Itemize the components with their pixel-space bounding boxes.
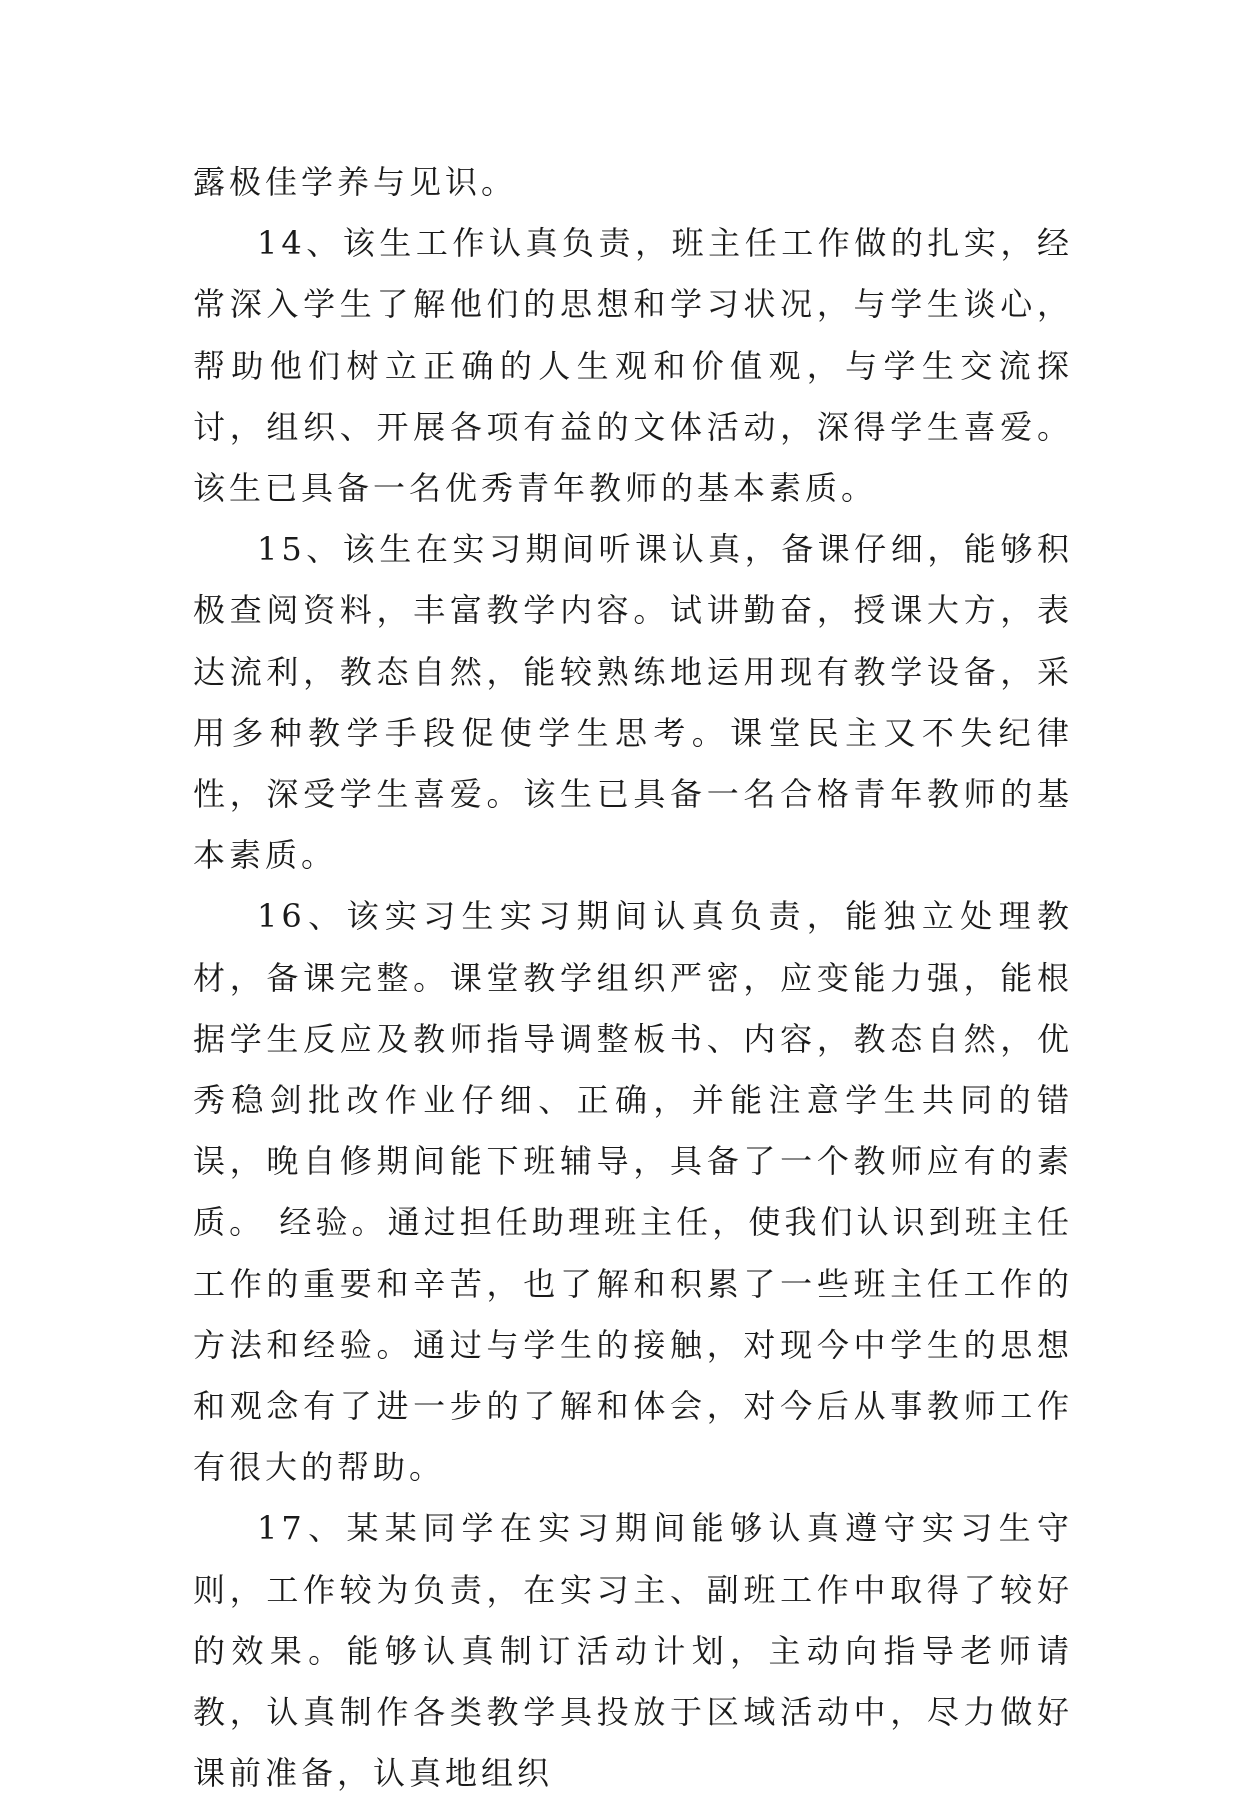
paragraph-17: 17、某某同学在实习期间能够认真遵守实习生守则，工作较为负责，在实习主、副班工作中取得了较好的效果。能够认真制订活动计划，主动向指导老师请教，认真制作各类教学具投放于区域活动中，尽力做好课前准备，认真地组织 xyxy=(193,1509,1073,1793)
paragraph-continuation: 露极佳学养与见识。 xyxy=(193,163,518,201)
document-body xyxy=(193,152,1073,1804)
paragraph-14: 14、该生工作认真负责，班主任工作做的扎实，经常深入学生了解他们的思想和学习状况，与学生谈心，帮助他们树立正确的人生观和价值观，与学生交流探讨，组织、开展各项有益的文体活动，深得学生喜爱。该生已具备一名优秀青年教师的基本素质。 xyxy=(193,224,1073,508)
paragraph-15: 15、该生在实习期间听课认真，备课仔细，能够积极查阅资料，丰富教学内容。试讲勤奋，授课大方，表达流利，教态自然，能较熟练地运用现有教学设备，采用多种教学手段促使学生思考。课堂民主又不失纪律性，深受学生喜爱。该生已具备一名合格青年教师的基本素质。 xyxy=(193,530,1073,875)
paragraph-16: 16、该实习生实习期间认真负责，能独立处理教材，备课完整。课堂教学组织严密，应变能力强，能根据学生反应及教师指导调整板书、内容，教态自然，优秀稳剑批改作业仔细、正确，并能注意学生共同的错误，晚自修期间能下班辅导，具备了一个教师应有的素质。 经验。通过担任助理班主任，使我们认识到班主任工作的重要和辛苦，也了解和积累了一些班主任工作的方法和经验。通过与学生的接触，对现今中学生的思想和观念有了进一步的了解和体会，对今后从事教师工作有很大的帮助。 xyxy=(193,897,1073,1487)
